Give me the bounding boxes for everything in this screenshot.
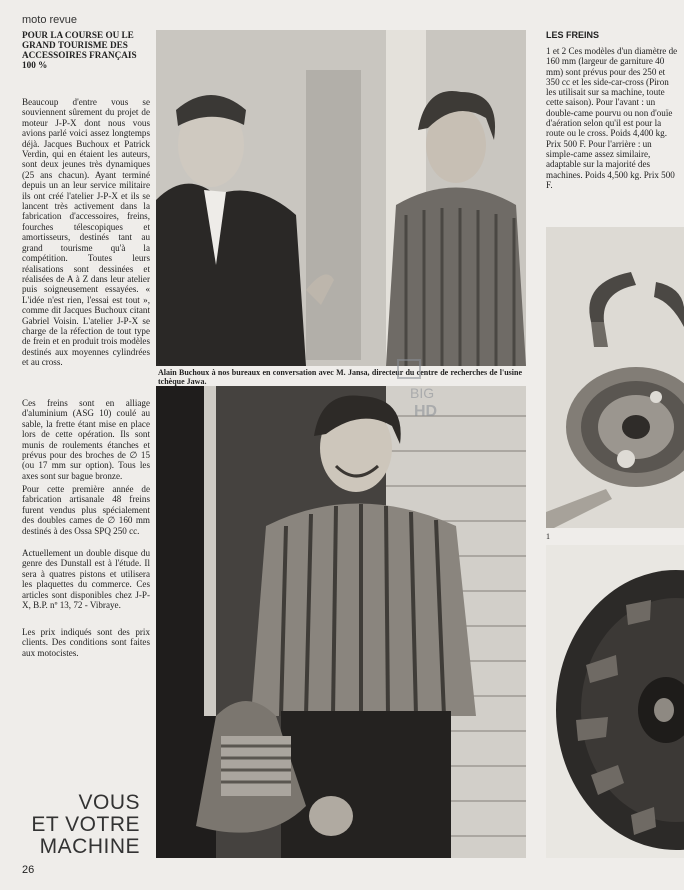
section-title-line-2: ET VOTRE — [31, 813, 140, 836]
photo-label: 1 — [546, 532, 550, 541]
watermark-line-2: HD — [414, 403, 438, 420]
watermark-logo — [390, 356, 460, 420]
sidebar-text: 1 et 2 Ces modèles d'un diamètre de 160 mm (largeur de garniture 40 mm) sont prévus pour des 250 et 350 cc et les side-car-cross (Piron les utilisait sur sa machine, toute cette saison). Pour l'avant : un double-came pourvu ou non d'ouïe d'aération selon qu'il est pour la route ou le cross. Poids 4,400 kg. Prix 500 F. Pour l'arrière : un simple-came assez similaire, adaptable sur la majorité des machines. Poids 4,500 kg. Prix 500 F. — [546, 46, 678, 190]
photo-brake-shoes — [546, 227, 684, 528]
photo-conversation — [156, 30, 526, 366]
photo-caption: Alain Buchoux à nos bureaux en conversation avec M. Jansa, directeur du centre de recherches de l'usine tchèque Jawa. — [158, 368, 522, 386]
photo-young-man-engine — [156, 386, 526, 858]
section-title-line-1: VOUS — [78, 791, 140, 814]
watermark-line-1: BIG — [410, 385, 435, 401]
article-headline: POUR LA COURSE OU LE GRAND TOURISME DES ACCESSOIRES FRANÇAIS 100 % — [22, 30, 137, 70]
section-title — [22, 792, 140, 858]
page-number: 26 — [22, 864, 35, 876]
magazine-tag: moto revue — [22, 14, 78, 26]
photo-brake-drum — [546, 545, 684, 858]
article-paragraph-5: Les prix indiqués sont des prix clients. Des conditions sont faites aux motocistes. — [22, 627, 150, 658]
article-paragraph-4: Actuellement un double disque du genre des Dunstall est à l'étude. Il sera à quatres pistons et utilisera les plaquettes du commerce. Ces articles sont disponibles chez J-P-X, B.P. nº 13, 72 - Vibraye. — [22, 548, 150, 611]
section-title-line-3: MACHINE — [39, 835, 140, 858]
sidebar-title: LES FREINS — [546, 30, 600, 40]
article-paragraph-3: Pour cette première année de fabrication artisanale 48 freins furent vendus plus spécialement des doubles cames de ∅ 160 mm destinés à des Ossa SPQ 250 cc. — [22, 484, 150, 536]
article-paragraph-1: Beaucoup d'entre vous se souviennent sûrement du projet de moteur J-P-X dont nous vous avions parlé voici assez longtemps déjà. Jacques Buchoux et Patrick Verdin, qui en étaient les auteurs, sont deux jeunes très dynamiques (25 ans chacun). Ayant terminé depuis un an leur service militaire ils ont créé l'atelier J-P-X et ils se lancent très activement dans la fabrication d'accessoires, freins, fourches télescopiques et amortisseurs, destinés tant au grand tourisme qu'à la compétition. Toutes leurs réalisations sont dessinées et réalisées de A à Z dans leur atelier puis soigneusement essayées. « L'idée n'est rien, l'essai est tout », comme dit Jacques Buchoux citant Gabriel Voisin. L'atelier J-P-X se charge de la réfection de tout type de frein et en produit trois modèles destinés aux moyennes cylindrées et au cross. — [22, 97, 150, 368]
article-paragraph-2: Ces freins sont en alliage d'aluminium (ASG 10) coulé au sable, la frette étant mise en place lors de cette opération. Ils sont munis de roulements étanches et prévus pour des broches de ∅ 15 (ou 17 mm sur option). Tous les axes sont sur bague bronze. — [22, 398, 150, 481]
